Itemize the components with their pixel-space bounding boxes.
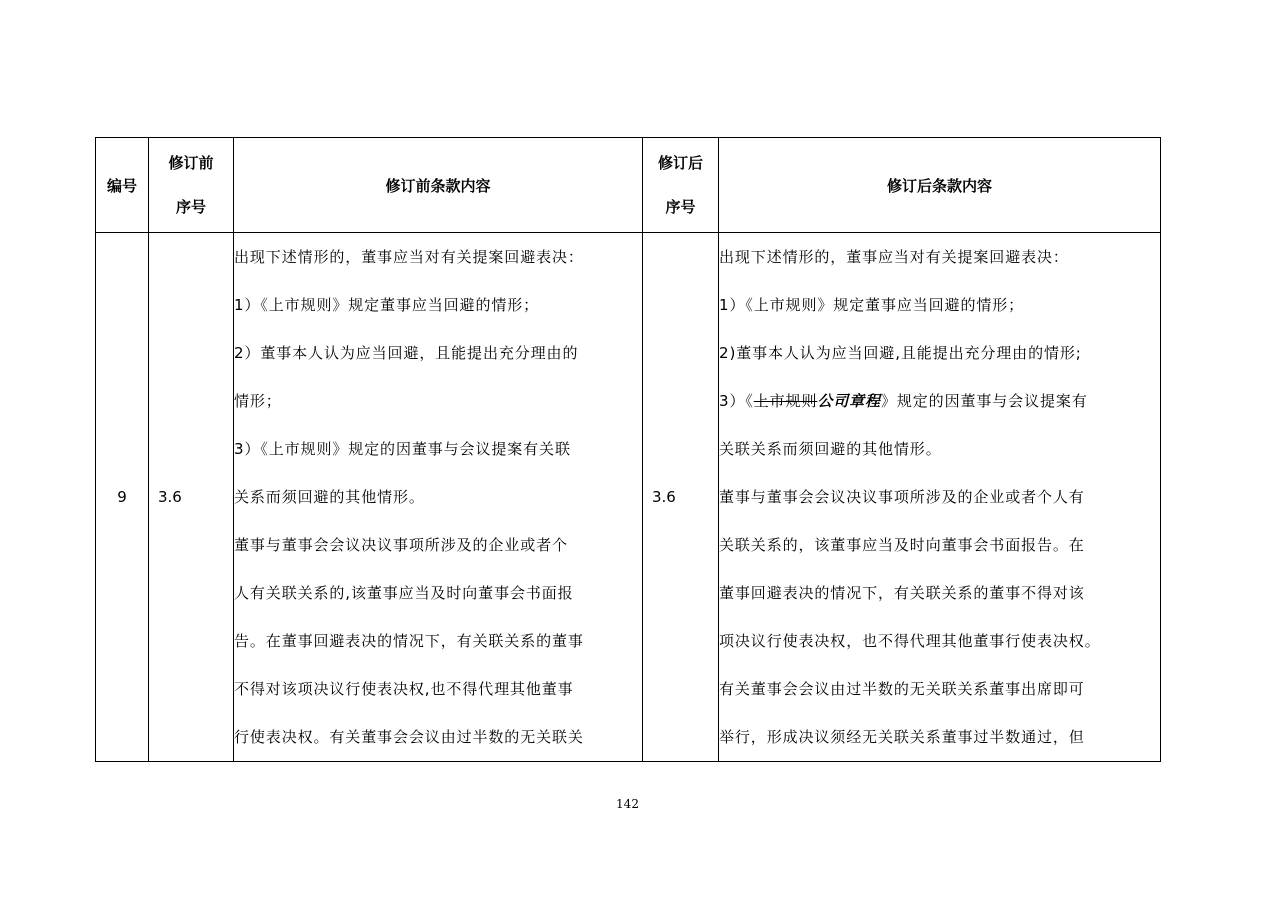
inserted-text: 公司章程 [817,392,881,410]
after-line: 举行，形成决议须经无关联关系董事过半数通过，但 [719,728,1085,746]
deleted-text: 上市规则 [753,392,818,410]
after-line: 关联关系的，该董事应当及时向董事会书面报告。在 [719,536,1085,554]
row-number: 9 [96,233,149,762]
before-line: 人有关联关系的,该董事应当及时向董事会书面报 [234,584,574,602]
before-line: 3）《上市规则》规定的因董事与会议提案有关联 [234,440,571,458]
after-line: 2)董事本人认为应当回避,且能提出充分理由的情形; [719,344,1082,362]
table-row [96,233,1161,762]
before-line: 行使表决权。有关董事会会议由过半数的无关联关 [234,728,584,746]
after-seq: 3.6 [643,233,719,762]
before-line: 1）《上市规则》规定董事应当回避的情形； [234,296,540,314]
after-line: 有关董事会会议由过半数的无关联关系董事出席即可 [719,680,1085,698]
after-line: 董事与董事会会议决议事项所涉及的企业或者个人有 [719,488,1085,506]
before-line: 出现下述情形的，董事应当对有关提案回避表决： [234,248,584,266]
before-line: 情形； [234,392,282,410]
after-line: 关联关系而须回避的其他情形。 [719,440,942,458]
after-line: 1）《上市规则》规定董事应当回避的情形； [719,296,1025,314]
after-line: 出现下述情形的，董事应当对有关提案回避表决： [719,248,1069,266]
after-line: 项决议行使表决权，也不得代理其他董事行使表决权。 [719,632,1101,650]
header-before-content: 修订前条款内容 [234,138,643,233]
page-number: 142 [616,797,639,811]
after-line-amended: 3）《上市规则公司章程》规定的因董事与会议提案有 [719,392,1088,410]
after-content [719,233,1161,762]
after-line: 董事回避表决的情况下，有关联关系的董事不得对该 [719,584,1085,602]
before-line: 告。在董事回避表决的情况下，有关联关系的董事 [234,632,584,650]
before-content [234,233,643,762]
before-line: 2）董事本人认为应当回避，且能提出充分理由的 [234,344,579,362]
before-line: 关系而须回避的其他情形。 [234,488,425,506]
header-after-content: 修订后条款内容 [719,138,1161,233]
header-row [96,138,1161,233]
revision-table [95,137,1161,762]
before-line: 不得对该项决议行使表决权,也不得代理其他董事 [234,680,574,698]
header-before-seq: 修订前 序号 [149,138,234,233]
header-no: 编号 [96,138,149,233]
before-seq: 3.6 [149,233,234,762]
before-line: 董事与董事会会议决议事项所涉及的企业或者个 [234,536,568,554]
header-after-seq: 修订后 序号 [643,138,719,233]
